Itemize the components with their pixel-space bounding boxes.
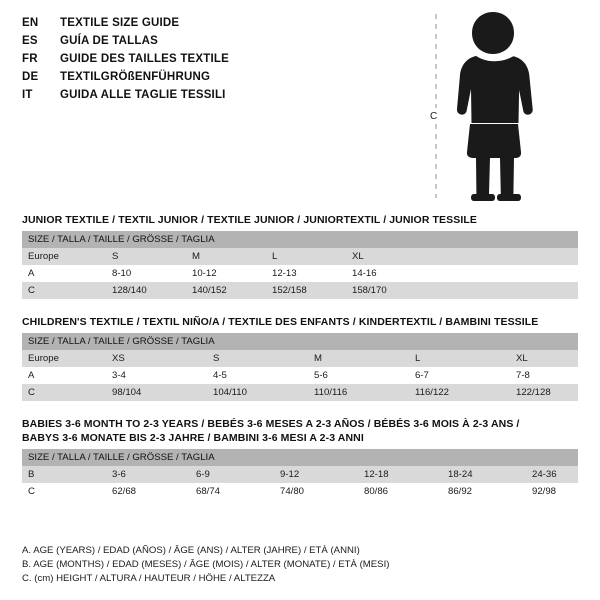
language-title-de: TEXTILGRÖßENFÜHRUNG [60,71,211,83]
section-babies [22,418,578,500]
children-size-table [22,333,578,401]
footnote-a: A. AGE (YEARS) / EDAD (AÑOS) / ÂGE (ANS) / ALTER (JAHRE) / ETÀ (ANNI) [22,545,360,556]
children-header-label: SIZE / TALLA / TAILLE / GRÖSSE / TAGLIA [22,333,578,350]
cell: 62/68 [106,483,190,500]
cell: 3-4 [106,367,207,384]
footnote-c: C. (cm) HEIGHT / ALTURA / HAUTEUR / HÖHE / ALTEZZA [22,573,276,584]
cell-empty [426,248,578,265]
cell: 80/86 [358,483,442,500]
cell: 116/122 [409,384,510,401]
junior-size-table [22,231,578,299]
cell: 10-12 [186,265,266,282]
table-row [22,248,578,265]
cell: L [266,248,346,265]
language-code-en: EN [22,17,39,29]
language-code-es: ES [22,35,38,47]
cell: M [186,248,266,265]
children-table-header-row [22,333,578,350]
section-junior [22,214,578,299]
row-label: C [22,282,106,299]
cell: L [409,350,510,367]
language-row-es [22,32,442,50]
cell-empty [426,265,578,282]
table-row [22,265,578,282]
cell: 5-6 [308,367,409,384]
child-silhouette-shape [457,12,533,201]
language-code-de: DE [22,71,39,83]
section-babies-title: BABIES 3-6 MONTH TO 2-3 YEARS / BEBÉS 3-6 MESES A 2-3 AÑOS / BÉBÉS 3-6 MOIS À 2-3 ANS / [22,418,520,430]
row-label: A [22,367,106,384]
cell: S [207,350,308,367]
cell: 4-5 [207,367,308,384]
cell: 74/80 [274,483,358,500]
row-label: Europe [22,248,106,265]
section-children [22,316,578,401]
table-row [22,466,578,483]
cell: 122/128 [510,384,578,401]
language-row-fr [22,50,442,68]
cell: 7-8 [510,367,578,384]
cell: 140/152 [186,282,266,299]
babies-header-label: SIZE / TALLA / TAILLE / GRÖSSE / TAGLIA [22,449,578,466]
table-row [22,483,578,500]
child-silhouette-figure [418,8,578,203]
row-label: C [22,483,106,500]
language-title-fr: GUIDE DES TAILLES TEXTILE [60,53,229,65]
cell: 3-6 [106,466,190,483]
cell: S [106,248,186,265]
height-label-c: C [430,111,438,122]
cell: XL [510,350,578,367]
row-label: C [22,384,106,401]
cell: 104/110 [207,384,308,401]
cell: 14-16 [346,265,426,282]
row-label: B [22,466,106,483]
cell: 9-12 [274,466,358,483]
language-row-de [22,68,442,86]
cell: 6-7 [409,367,510,384]
junior-table-header-row [22,231,578,248]
language-row-en [22,14,442,32]
cell: 158/170 [346,282,426,299]
row-label: A [22,265,106,282]
cell: M [308,350,409,367]
cell: 8-10 [106,265,186,282]
cell: 86/92 [442,483,526,500]
babies-table-header-row [22,449,578,466]
language-code-it: IT [22,89,33,101]
cell: XL [346,248,426,265]
language-row-it [22,86,442,104]
footnote-b: B. AGE (MONTHS) / EDAD (MESES) / ÂGE (MOIS) / ALTER (MONATE) / ETÀ (MESI) [22,559,390,570]
junior-header-label: SIZE / TALLA / TAILLE / GRÖSSE / TAGLIA [22,231,578,248]
language-title-es: GUÍA DE TALLAS [60,35,158,47]
table-row [22,384,578,401]
cell: 68/74 [190,483,274,500]
section-junior-title: JUNIOR TEXTILE / TEXTIL JUNIOR / TEXTILE JUNIOR / JUNIORTEXTIL / JUNIOR TESSILE [22,214,477,226]
table-row [22,282,578,299]
section-babies-title-line2: BABYS 3-6 MONATE BIS 2-3 JAHRE / BAMBINI 3-6 MESI A 2-3 ANNI [22,432,364,444]
cell: 92/98 [526,483,578,500]
cell: 98/104 [106,384,207,401]
cell: 152/158 [266,282,346,299]
section-children-title: CHILDREN'S TEXTILE / TEXTIL NIÑO/A / TEXTILE DES ENFANTS / KINDERTEXTIL / BAMBINI TESSILE [22,316,539,328]
cell: 24-36 [526,466,578,483]
language-header-block [22,14,442,104]
cell-empty [426,282,578,299]
table-row [22,350,578,367]
footnotes-block [22,544,578,586]
cell: 12-13 [266,265,346,282]
cell: 12-18 [358,466,442,483]
cell: XS [106,350,207,367]
table-row [22,367,578,384]
language-code-fr: FR [22,53,38,65]
language-title-it: GUIDA ALLE TAGLIE TESSILI [60,89,226,101]
cell: 110/116 [308,384,409,401]
cell: 18-24 [442,466,526,483]
cell: 128/140 [106,282,186,299]
cell: 6-9 [190,466,274,483]
babies-size-table [22,449,578,500]
row-label: Europe [22,350,106,367]
language-title-en: TEXTILE SIZE GUIDE [60,17,180,29]
